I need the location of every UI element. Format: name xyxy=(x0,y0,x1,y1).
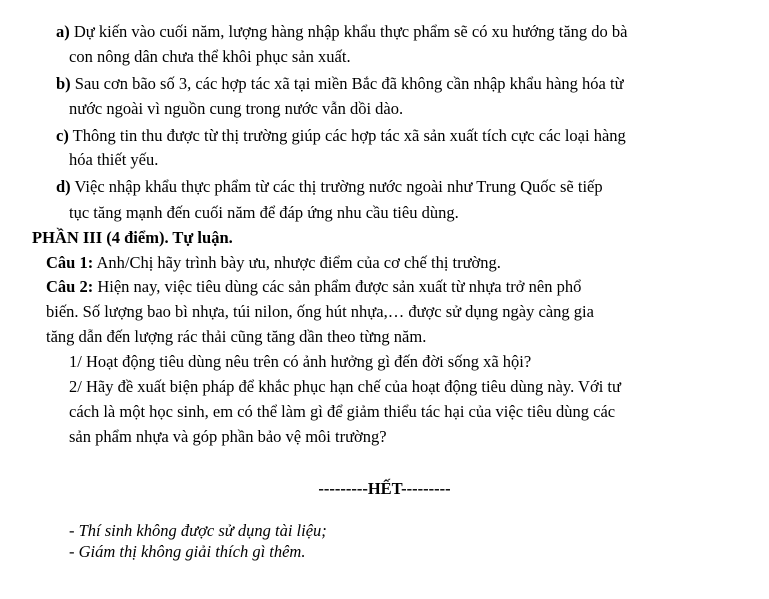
option-d-line2: tục tăng mạnh đến cuối năm để đáp ứng nhu cầu tiêu dùng. xyxy=(69,203,459,222)
note-2: - Giám thị không giải thích gì thêm. xyxy=(69,542,306,561)
option-d-label: d) xyxy=(56,177,71,196)
option-b-label: b) xyxy=(56,74,71,93)
option-a-line2: con nông dân chưa thể khôi phục sản xuất. xyxy=(69,47,351,66)
question-2-line3: tăng dẫn đến lượng rác thải cũng tăng dần theo từng năm. xyxy=(46,327,427,346)
option-d-text: Việc nhập khẩu thực phẩm từ các thị trường nước ngoài như Trung Quốc sẽ tiếp xyxy=(74,177,603,196)
option-a-text: Dự kiến vào cuối năm, lượng hàng nhập khẩu thực phẩm sẽ có xu hướng tăng do bà xyxy=(73,22,628,41)
option-c-line2: hóa thiết yếu. xyxy=(69,150,159,169)
question-2-sub2-line2: cách là một học sinh, em có thể làm gì để giảm thiểu tác hại của việc tiêu dùng các xyxy=(69,402,616,421)
question-1-text: Anh/Chị hãy trình bày ưu, nhược điểm của cơ chế thị trường. xyxy=(96,253,501,272)
option-b-line1 xyxy=(56,74,624,94)
option-a-line1 xyxy=(56,22,627,42)
question-2-line2: biến. Số lượng bao bì nhựa, túi nilon, ống hút nhựa,… được sử dụng ngày càng gia xyxy=(46,302,594,321)
option-c-text: Thông tin thu được từ thị trường giúp các hợp tác xã sản xuất tích cực các loại hàng xyxy=(72,126,626,145)
option-b-line2: nước ngoài vì nguồn cung trong nước vẫn dồi dào. xyxy=(69,99,404,118)
question-1-label: Câu 1: xyxy=(46,253,94,272)
question-2-sub1: 1/ Hoạt động tiêu dùng nêu trên có ảnh hưởng gì đến đời sống xã hội? xyxy=(69,352,532,371)
question-2-label: Câu 2: xyxy=(46,277,94,296)
question-2-sub2-line1: 2/ Hãy đề xuất biện pháp để khắc phục hạn chế của hoạt động tiêu dùng này. Với tư xyxy=(69,377,621,396)
option-b-text: Sau cơn bão số 3, các hợp tác xã tại miền Bắc đã không cần nhập khẩu hàng hóa từ xyxy=(74,74,624,93)
option-c-line1 xyxy=(56,126,626,146)
question-1 xyxy=(46,253,501,273)
option-c-label: c) xyxy=(56,126,69,145)
question-2-text: Hiện nay, việc tiêu dùng các sản phẩm được sản xuất từ nhựa trở nên phổ xyxy=(97,277,582,296)
note-1: - Thí sinh không được sử dụng tài liệu; xyxy=(69,521,327,540)
end-mark: ---------HẾT--------- xyxy=(318,479,451,498)
question-2-line1 xyxy=(46,277,581,297)
option-d-line1 xyxy=(56,177,603,197)
question-2-sub2-line3: sản phẩm nhựa và góp phần bảo vệ môi trường? xyxy=(69,427,387,446)
section-title: PHẦN III (4 điểm). Tự luận. xyxy=(32,228,233,247)
option-a-label: a) xyxy=(56,22,70,41)
